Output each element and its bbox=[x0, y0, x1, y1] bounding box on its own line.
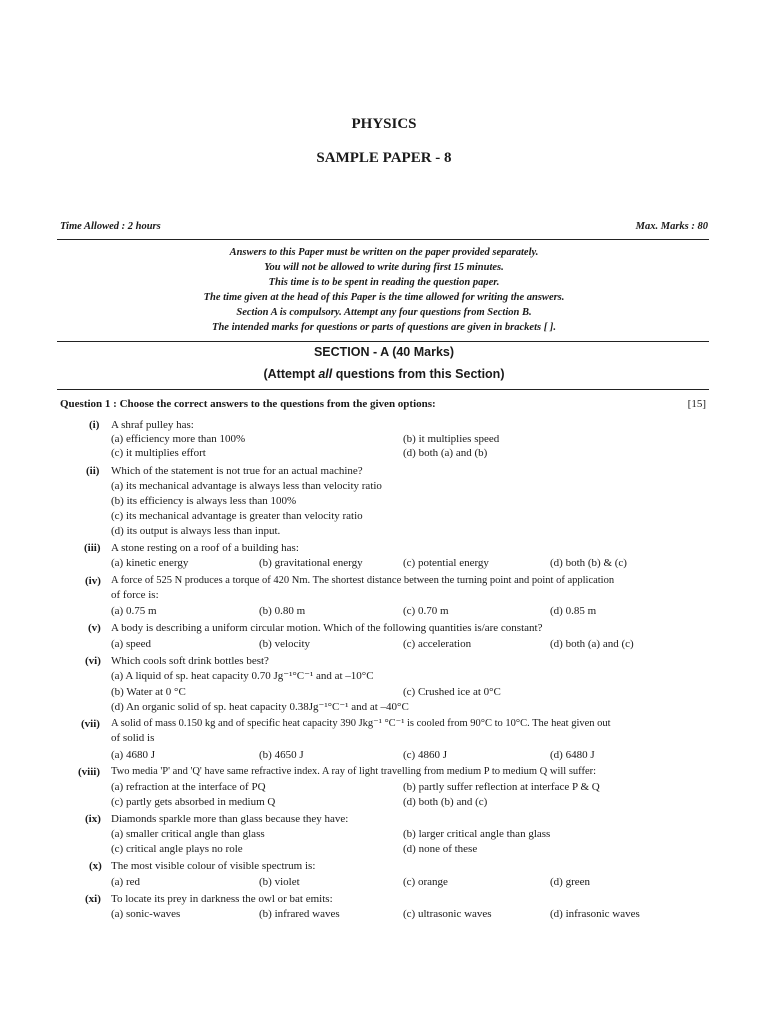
item-number: (vi) bbox=[85, 655, 101, 667]
subject-title: PHYSICS bbox=[351, 116, 417, 132]
max-marks: Max. Marks : 80 bbox=[635, 221, 708, 232]
item-option: (a) its mechanical advantage is always less than velocity ratio bbox=[111, 480, 382, 492]
item-stem: Which cools soft drink bottles best? bbox=[111, 655, 269, 667]
item-option: (b) infrared waves bbox=[259, 908, 340, 920]
item-option: (a) sonic-waves bbox=[111, 908, 181, 920]
item-stem: A solid of mass 0.150 kg and of specific heat capacity 390 Jkg⁻¹ °C⁻¹ is cooled from 90°C to 10°C. The heat given out bbox=[111, 718, 611, 729]
item-option: (a) kinetic energy bbox=[111, 557, 189, 569]
item-option: (d) both (b) & (c) bbox=[550, 557, 627, 569]
item-number: (iv) bbox=[85, 575, 101, 587]
item-option: (d) green bbox=[550, 876, 591, 888]
item-option: (a) 4680 J bbox=[111, 749, 155, 761]
item-option: (c) orange bbox=[403, 876, 448, 888]
item-number: (v) bbox=[88, 622, 101, 634]
item-option: (c) potential energy bbox=[403, 557, 489, 569]
instruction-line: The time given at the head of this Paper is the time allowed for writing the answers. bbox=[203, 292, 565, 304]
item-option: (c) acceleration bbox=[403, 638, 472, 650]
item-option: (d) 0.85 m bbox=[550, 605, 597, 617]
item-option: (b) Water at 0 °C bbox=[111, 686, 186, 698]
item-option: (b) larger critical angle than glass bbox=[403, 828, 551, 840]
item-option: (d) both (b) and (c) bbox=[403, 796, 488, 808]
item-stem-continued: of solid is bbox=[111, 732, 155, 744]
item-stem: A stone resting on a roof of a building has: bbox=[111, 542, 299, 554]
item-option: (b) violet bbox=[259, 876, 300, 888]
item-number: (vii) bbox=[81, 718, 100, 730]
item-option: (a) 0.75 m bbox=[111, 605, 157, 617]
item-number: (iii) bbox=[84, 542, 101, 554]
item-stem: A shraf pulley has: bbox=[111, 419, 194, 431]
section-divider bbox=[57, 341, 709, 342]
item-option: (c) its mechanical advantage is greater than velocity ratio bbox=[111, 510, 363, 522]
instruction-line: Section A is compulsory. Attempt any four questions from Section B. bbox=[236, 307, 532, 319]
instruction-line: You will not be allowed to write during first 15 minutes. bbox=[264, 262, 504, 274]
item-option: (a) speed bbox=[111, 638, 152, 650]
header-divider bbox=[57, 239, 709, 240]
item-option: (d) 6480 J bbox=[550, 749, 595, 761]
item-stem: To locate its prey in darkness the owl or bat emits: bbox=[111, 893, 333, 905]
item-option: (c) it multiplies effort bbox=[111, 447, 206, 459]
item-stem: A body is describing a uniform circular motion. Which of the following quantities is/are constant? bbox=[111, 622, 543, 634]
item-option: (b) 4650 J bbox=[259, 749, 304, 761]
item-stem: The most visible colour of visible spectrum is: bbox=[111, 860, 316, 872]
item-option: (d) none of these bbox=[403, 843, 478, 855]
section-title: SECTION - A (40 Marks) bbox=[313, 345, 455, 359]
item-stem: A force of 525 N produces a torque of 420 Nm. The shortest distance between the turning point and point of application bbox=[111, 575, 615, 586]
item-option: (c) Crushed ice at 0°C bbox=[403, 686, 501, 698]
item-number: (i) bbox=[89, 419, 100, 431]
item-option: (d) both (a) and (b) bbox=[403, 447, 488, 459]
item-option: (c) 0.70 m bbox=[403, 605, 449, 617]
item-option: (c) partly gets absorbed in medium Q bbox=[111, 796, 276, 808]
item-option: (b) partly suffer reflection at interface P & Q bbox=[403, 781, 600, 793]
item-option: (a) red bbox=[111, 876, 141, 888]
item-option: (d) An organic solid of sp. heat capacity 0.38Jg⁻¹°C⁻¹ and at –40°C bbox=[111, 701, 409, 713]
item-option: (c) ultrasonic waves bbox=[403, 908, 492, 920]
item-stem-continued: of force is: bbox=[111, 589, 159, 601]
question-marks: [15] bbox=[687, 398, 706, 410]
question-heading: Question 1 : Choose the correct answers to the questions from the given options: bbox=[60, 398, 436, 410]
instruction-line: The intended marks for questions or parts of questions are given in brackets [ ]. bbox=[212, 322, 556, 334]
item-number: (viii) bbox=[78, 766, 100, 778]
section-divider-bottom bbox=[57, 389, 709, 390]
item-number: (xi) bbox=[85, 893, 101, 905]
item-option: (a) A liquid of sp. heat capacity 0.70 Jg⁻¹°C⁻¹ and at –10°C bbox=[111, 670, 374, 682]
item-option: (c) 4860 J bbox=[403, 749, 447, 761]
paper-title: SAMPLE PAPER - 8 bbox=[316, 150, 452, 166]
item-option: (b) 0.80 m bbox=[259, 605, 306, 617]
item-stem: Which of the statement is not true for an actual machine? bbox=[111, 465, 363, 477]
section-subtitle-emphasis: all bbox=[318, 367, 333, 381]
item-option: (d) its output is always less than input. bbox=[111, 525, 281, 537]
item-option: (b) its efficiency is always less than 100% bbox=[111, 495, 297, 507]
item-number: (ix) bbox=[85, 813, 101, 825]
item-option: (b) velocity bbox=[259, 638, 311, 650]
item-option: (b) it multiplies speed bbox=[403, 433, 500, 445]
item-option: (b) gravitational energy bbox=[259, 557, 363, 569]
item-option: (d) infrasonic waves bbox=[550, 908, 640, 920]
instruction-line: This time is to be spent in reading the question paper. bbox=[268, 277, 500, 289]
item-option: (a) efficiency more than 100% bbox=[111, 433, 246, 445]
item-stem: Diamonds sparkle more than glass because they have: bbox=[111, 813, 349, 825]
item-option: (c) critical angle plays no role bbox=[111, 843, 243, 855]
item-number: (x) bbox=[89, 860, 102, 872]
time-allowed: Time Allowed : 2 hours bbox=[60, 221, 161, 232]
item-stem: Two media 'P' and 'Q' have same refractive index. A ray of light travelling from medium P to medium Q will suffer: bbox=[111, 766, 597, 777]
item-option: (d) both (a) and (c) bbox=[550, 638, 634, 650]
instruction-line: Answers to this Paper must be written on the paper provided separately. bbox=[229, 247, 539, 258]
item-number: (ii) bbox=[86, 465, 100, 477]
section-subtitle-post: questions from this Section) bbox=[332, 367, 505, 381]
section-subtitle-pre: (Attempt bbox=[263, 367, 319, 381]
item-option: (a) smaller critical angle than glass bbox=[111, 828, 265, 840]
section-subtitle bbox=[0, 367, 768, 381]
item-option: (a) refraction at the interface of PQ bbox=[111, 781, 266, 793]
instructions bbox=[0, 245, 768, 336]
